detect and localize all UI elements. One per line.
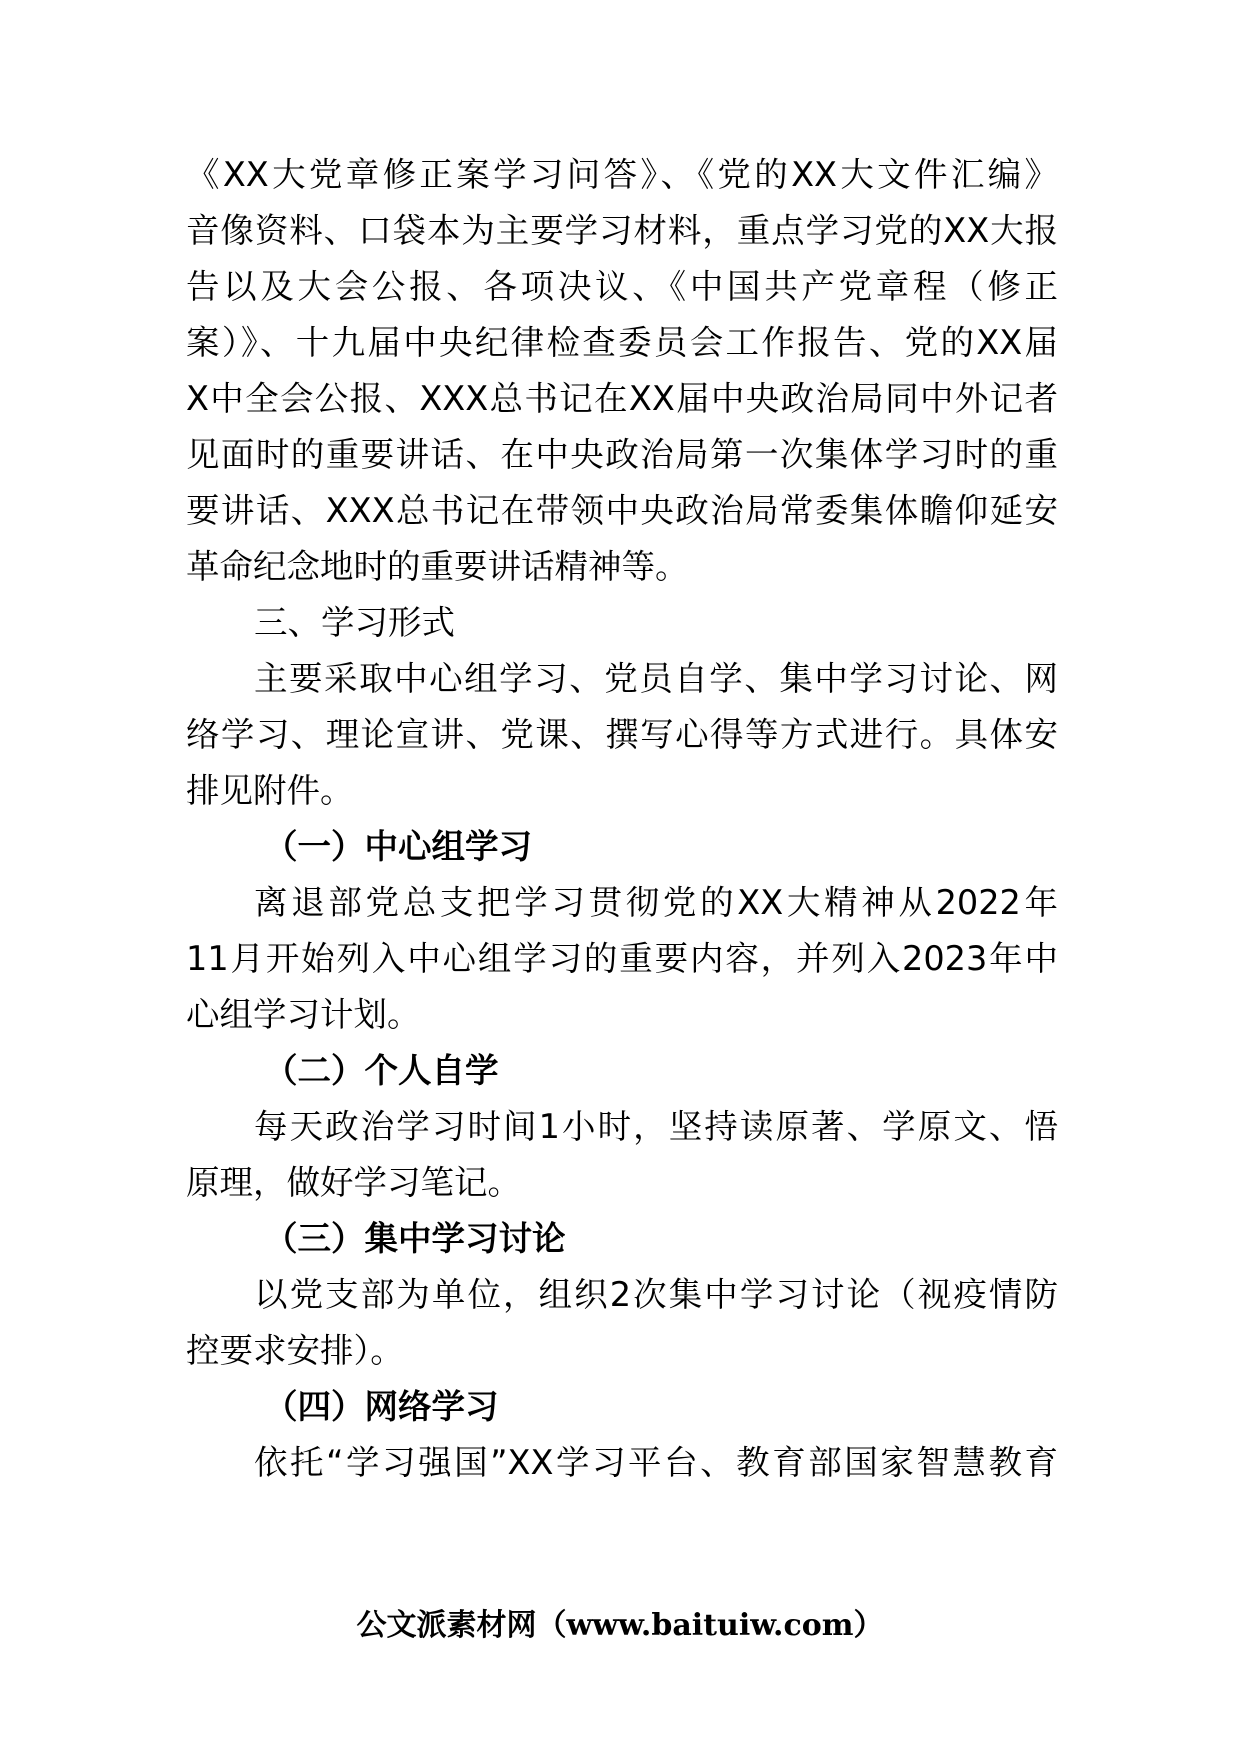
body-line: 依托“学习强国”XX学习平台、教育部国家智慧教育 bbox=[254, 1443, 1058, 1482]
body-line: 排见附件。 bbox=[186, 771, 354, 810]
body-line: 每天政治学习时间1小时，坚持读原著、学原文、悟 bbox=[254, 1107, 1058, 1146]
subsection-heading: （三）集中学习讨论 bbox=[264, 1219, 566, 1258]
body-line: 原理，做好学习笔记。 bbox=[186, 1163, 521, 1202]
footer-watermark: 公文派素材网（www.baituiw.com） bbox=[356, 1608, 884, 1643]
body-line: 心组学习计划。 bbox=[186, 995, 421, 1034]
body-line: 控要求安排）。 bbox=[186, 1331, 404, 1370]
body-line: 革命纪念地时的重要讲话精神等。 bbox=[186, 547, 689, 586]
body-line: 11月开始列入中心组学习的重要内容，并列入2023年中 bbox=[186, 939, 1058, 978]
section-heading: 三、学习形式 bbox=[254, 603, 455, 642]
body-line: 见面时的重要讲话、在中央政治局第一次集体学习时的重 bbox=[186, 435, 1058, 474]
body-line: 离退部党总支把学习贯彻党的XX大精神从2022年 bbox=[254, 883, 1058, 922]
body-line: 告以及大会公报、各项决议、《中国共产党章程（修正 bbox=[186, 267, 1058, 306]
body-line: 络学习、理论宣讲、党课、撰写心得等方式进行。具体安 bbox=[186, 715, 1058, 754]
body-line: 要讲话、XXX总书记在带领中央政治局常委集体瞻仰延安 bbox=[186, 491, 1058, 530]
subsection-heading: （四）网络学习 bbox=[264, 1387, 499, 1426]
subsection-heading: （二）个人自学 bbox=[264, 1051, 499, 1090]
body-line: 案）》、十九届中央纪律检查委员会工作报告、党的XX届 bbox=[186, 323, 1058, 362]
body-line: 《XX大党章修正案学习问答》、《党的XX大文件汇编》 bbox=[186, 155, 1058, 194]
body-line: 主要采取中心组学习、党员自学、集中学习讨论、网 bbox=[254, 659, 1058, 698]
body-line: 音像资料、口袋本为主要学习材料，重点学习党的XX大报 bbox=[186, 211, 1058, 250]
subsection-heading: （一）中心组学习 bbox=[264, 827, 532, 866]
body-line: 以党支部为单位，组织2次集中学习讨论（视疫情防 bbox=[254, 1275, 1058, 1314]
body-line: X中全会公报、XXX总书记在XX届中央政治局同中外记者 bbox=[186, 379, 1058, 418]
